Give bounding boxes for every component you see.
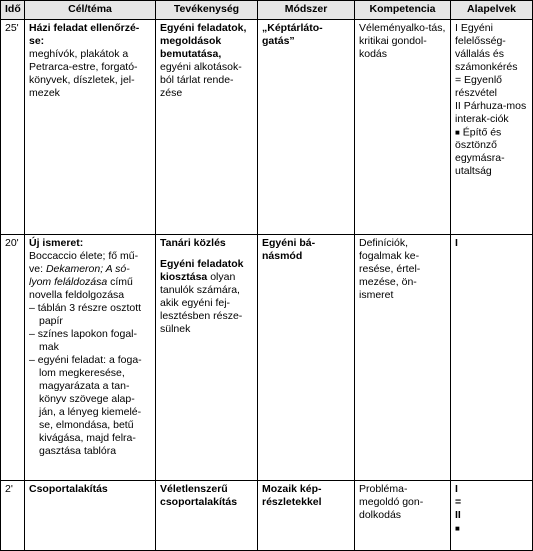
principle-item: II Párhuza-mos interak-ciók: [455, 100, 527, 125]
competence-cell: Probléma-megoldó gon-dolkodás: [355, 481, 451, 551]
principle-item: I: [455, 483, 458, 495]
activity-cell: [156, 20, 258, 235]
header-alapelvek: Alapelvek: [451, 1, 533, 20]
goal-italic: Dekameron; A só-lyom feláldozása: [29, 263, 130, 288]
principles-cell: [451, 481, 533, 551]
principle-item: II: [455, 509, 461, 521]
principle-item: = Egyenlő részvétel: [455, 74, 502, 99]
header-kompetencia: Kompetencia: [355, 1, 451, 20]
competence-cell: Véleményalko-tás, kritikai gondol-kodás: [355, 20, 451, 235]
method-cell: Mozaik kép-részletekkel: [258, 481, 355, 551]
activity-cell: Véletlenszerű csoportalakítás: [156, 481, 258, 551]
principle-item: Építő és ösztönző egymásra-utaltság: [455, 126, 505, 178]
goal-cell: Csoportalakítás: [25, 481, 156, 551]
goal-line: című novella feldolgozása: [29, 276, 133, 301]
header-tevekenyseg: Tevékenység: [156, 1, 258, 20]
principles-cell: [451, 20, 533, 235]
goal-cell: [25, 235, 156, 481]
principle-item: I Egyéni felelősség-vállalás és számonkérés: [455, 22, 518, 73]
list-item: – egyéni feladat: a foga-lom megkeresése, magyarázata a tan-könyv szövege alap-ján, a lényeg kiemelé-se, elmondása, betű kivágása, majd felra-gasztása tablóra: [29, 354, 142, 457]
principle-item: =: [455, 496, 462, 508]
method-cell: Egyéni bá-násmód: [258, 235, 355, 481]
list-item: – táblán 3 részre osztott papír: [29, 302, 142, 327]
header-cel-tema: Cél/téma: [25, 1, 156, 20]
goal-title: Új ismeret:: [29, 237, 84, 249]
table-row: [1, 20, 533, 235]
activity-cell: [156, 235, 258, 481]
square-bullet-icon: ■: [455, 128, 460, 137]
goal-line: Boccaccio élete; fő mű-ve:: [29, 250, 139, 275]
header-row: [1, 1, 533, 20]
competence-cell: Definíciók, fogalmak ke-resése, értel-mezése, ön-ismeret: [355, 235, 451, 481]
goal-title: Házi feladat ellenőrzé-se:: [29, 22, 140, 47]
principles-cell: I: [451, 235, 533, 481]
goal-text: meghívók, plakátok a Petrarca-estre, forgató-könyvek, díszletek, jel-mezek: [29, 48, 138, 99]
activity-text: olyan tanulók számára, akik egyéni fej-lesztésben része-sülnek: [160, 271, 243, 335]
time-cell: 2': [1, 481, 25, 551]
goal-cell: [25, 20, 156, 235]
activity-text: egyéni alkotások-ból tárlat rende-zése: [160, 61, 242, 99]
activity-bold: Egyéni feladatok, megoldások bemutatása,: [160, 22, 247, 60]
activity-bold: Egyéni feladatok kiosztása: [160, 258, 244, 283]
time-cell: 25': [1, 20, 25, 235]
header-ido: Idő: [1, 1, 25, 20]
method-cell: „Képtárláto-gatás”: [258, 20, 355, 235]
table-row: [1, 481, 533, 551]
list-item: – színes lapokon fogal-mak: [29, 328, 137, 353]
square-bullet-icon: ■: [455, 524, 460, 533]
header-modszer: Módszer: [258, 1, 355, 20]
activity-bold: Tanári közlés: [160, 237, 226, 249]
table-row: [1, 235, 533, 481]
time-cell: 20': [1, 235, 25, 481]
